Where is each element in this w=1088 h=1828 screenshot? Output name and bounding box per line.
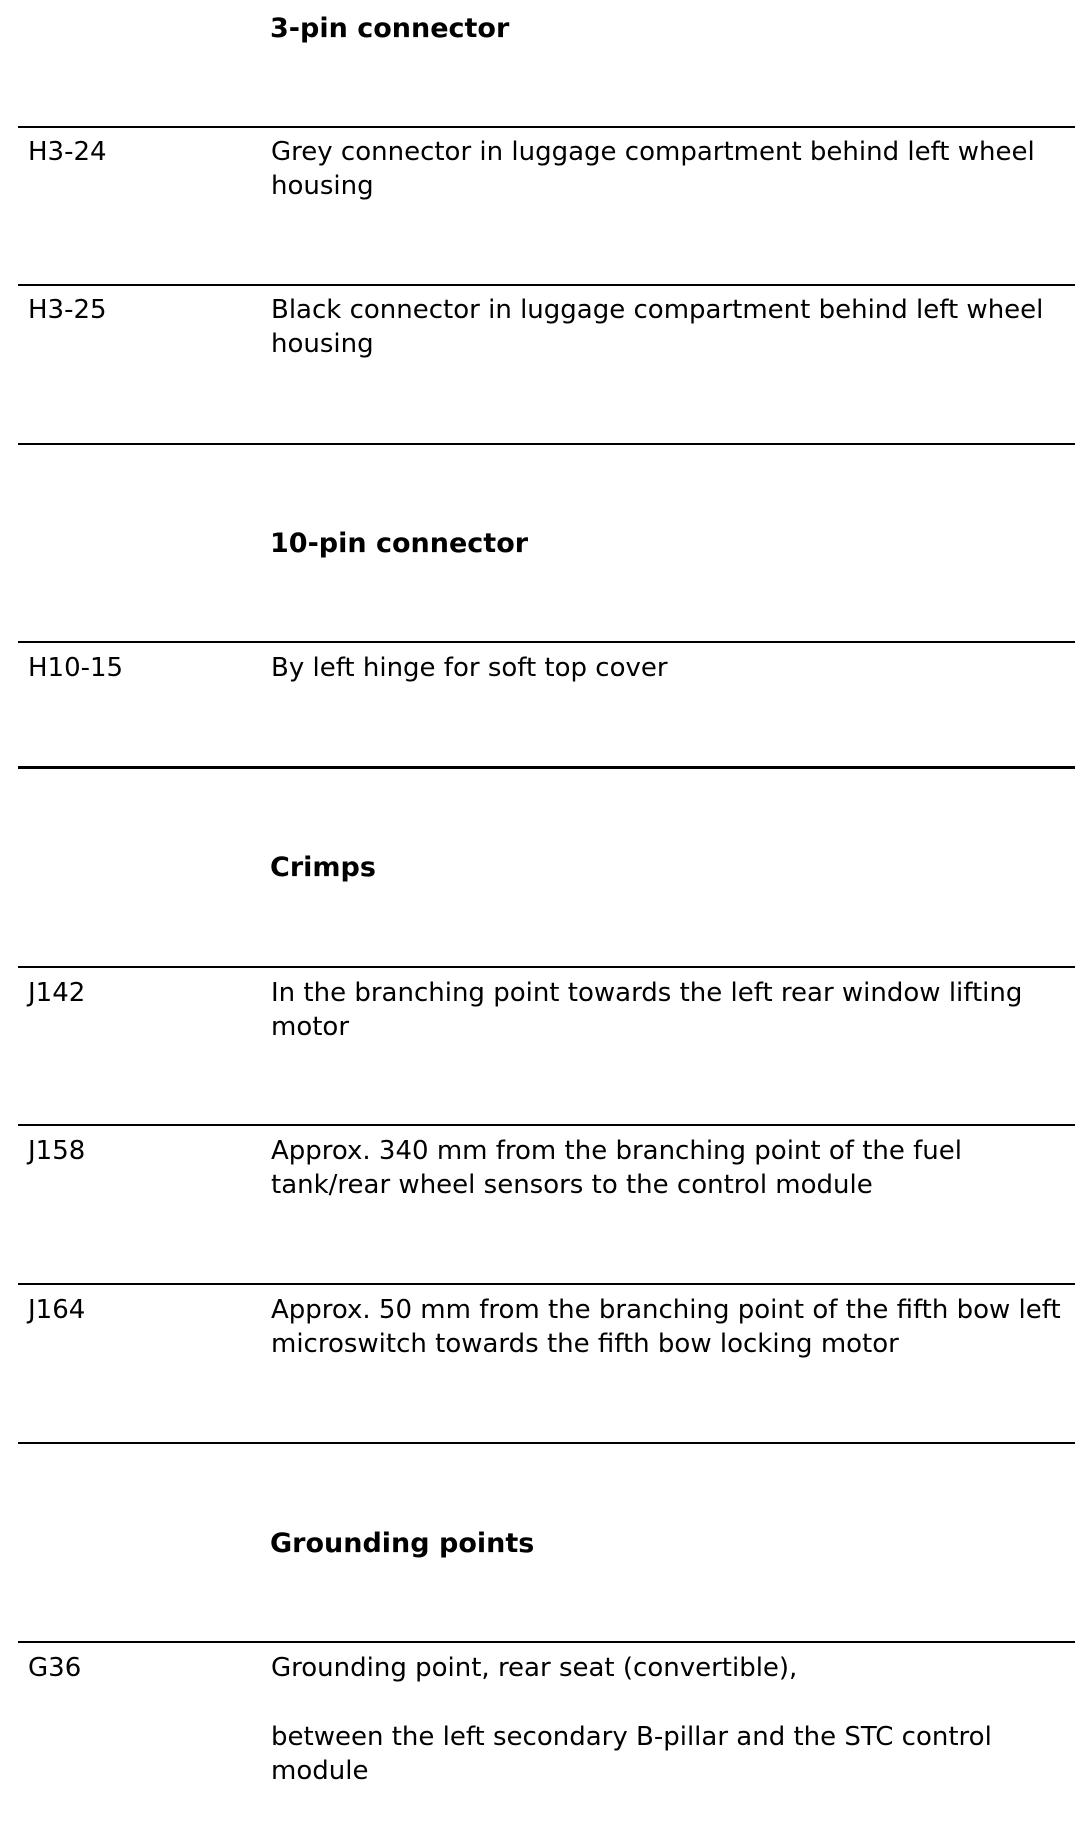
- crimp-code-j142: J142: [28, 978, 86, 1008]
- grounding-description-g36-continued: between the left secondary B-pillar and the STC control module: [271, 1722, 992, 1786]
- section-heading-crimps: Crimps: [270, 852, 376, 883]
- section-heading-10-pin-connector: 10-pin connector: [270, 528, 529, 559]
- crimp-description-j158: Approx. 340 mm from the branching point of the fuel tank/rear wheel sensors to the control module: [271, 1136, 962, 1200]
- crimp-description-j164: Approx. 50 mm from the branching point of the fifth bow left microswitch towards the fifth bow locking motor: [271, 1295, 1061, 1359]
- table-rule: [18, 1283, 1075, 1285]
- table-rule: [18, 443, 1075, 445]
- crimp-code-j158: J158: [28, 1136, 86, 1166]
- crimp-description-j142: In the branching point towards the left rear window lifting motor: [271, 978, 1023, 1042]
- connector-description-h3-24: Grey connector in luggage compartment behind left wheel housing: [271, 137, 1035, 201]
- table-rule: [18, 966, 1075, 968]
- grounding-description-g36: Grounding point, rear seat (convertible),: [271, 1653, 798, 1683]
- table-rule: [18, 641, 1075, 643]
- connector-description-h10-15: By left hinge for soft top cover: [271, 653, 668, 683]
- table-rule: [18, 1442, 1075, 1444]
- crimp-code-j164: J164: [28, 1295, 86, 1325]
- connector-code-h3-24: H3-24: [28, 137, 107, 167]
- table-rule: [18, 1124, 1075, 1126]
- connector-code-h10-15: H10-15: [28, 653, 124, 683]
- table-rule: [18, 284, 1075, 286]
- section-heading-grounding-points: Grounding points: [270, 1528, 535, 1559]
- connector-description-h3-25: Black connector in luggage compartment behind left wheel housing: [271, 295, 1044, 359]
- grounding-code-g36: G36: [28, 1653, 82, 1683]
- table-rule: [18, 766, 1075, 769]
- table-rule: [18, 126, 1075, 128]
- section-heading-3-pin-connector: 3-pin connector: [270, 13, 510, 44]
- connector-code-h3-25: H3-25: [28, 295, 107, 325]
- table-rule: [18, 1641, 1075, 1643]
